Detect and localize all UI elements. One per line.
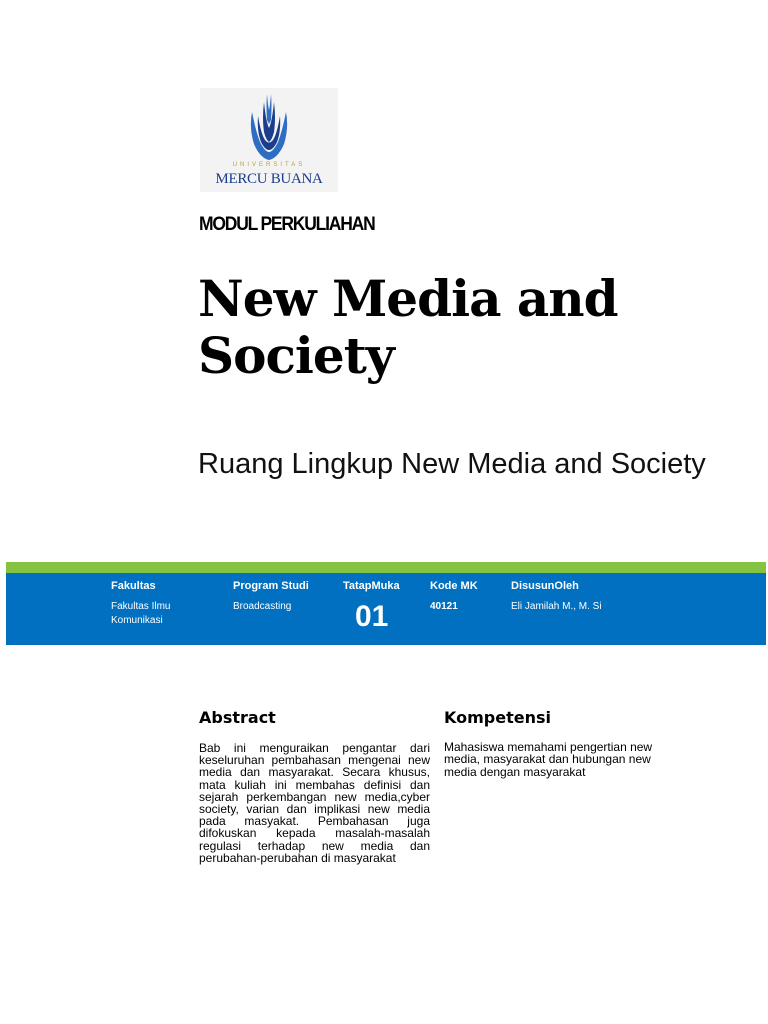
kompetensi-heading: Kompetensi bbox=[444, 708, 551, 727]
page-title: New Media and Society bbox=[198, 269, 618, 385]
kode-mk-label: Kode MK bbox=[430, 580, 478, 592]
university-logo bbox=[200, 88, 338, 192]
fakultas-label: Fakultas bbox=[111, 580, 156, 592]
kompetensi-text: Mahasiswa memahami pengertian new media, masyarakat dan hubungan new media dengan masyarakat bbox=[444, 740, 653, 779]
tatap-muka-label: TatapMuka bbox=[343, 580, 400, 592]
page-subtitle: Ruang Lingkup New Media and Society bbox=[198, 448, 706, 480]
tatap-muka-value: 01 bbox=[355, 600, 389, 633]
mercu-buana-emblem-icon bbox=[246, 92, 292, 162]
modul-label: MODUL PERKULIAHAN bbox=[199, 214, 375, 235]
disusun-oleh-label: DisusunOleh bbox=[511, 580, 579, 592]
abstract-text: Bab ini menguraikan pengantar dari keseluruhan pembahasan mengenai new media dan masyarakat. Secara khusus, mata kuliah ini membahas definisi dan sejarah perkembangan new media,cyber society, varian dan implikasi new media pada masyakat. Pembahasan juga difokuskan kepada masalah-masalah regulasi terhadap new media dan perubahan-perubahan di masyarakat bbox=[199, 741, 430, 865]
logo-university-text: UNIVERSITAS bbox=[232, 162, 306, 168]
fakultas-value: Fakultas Ilmu Komunikasi bbox=[111, 601, 171, 626]
accent-bar bbox=[6, 562, 766, 573]
kode-mk-value: 40121 bbox=[430, 601, 458, 612]
disusun-oleh-value: Eli Jamilah M., M. Si bbox=[511, 601, 602, 612]
course-info-bar bbox=[6, 573, 766, 645]
abstract-heading: Abstract bbox=[199, 708, 276, 727]
program-studi-value: Broadcasting bbox=[233, 601, 292, 612]
program-studi-label: Program Studi bbox=[233, 580, 309, 592]
logo-name-text: MERCU BUANA bbox=[215, 171, 323, 187]
